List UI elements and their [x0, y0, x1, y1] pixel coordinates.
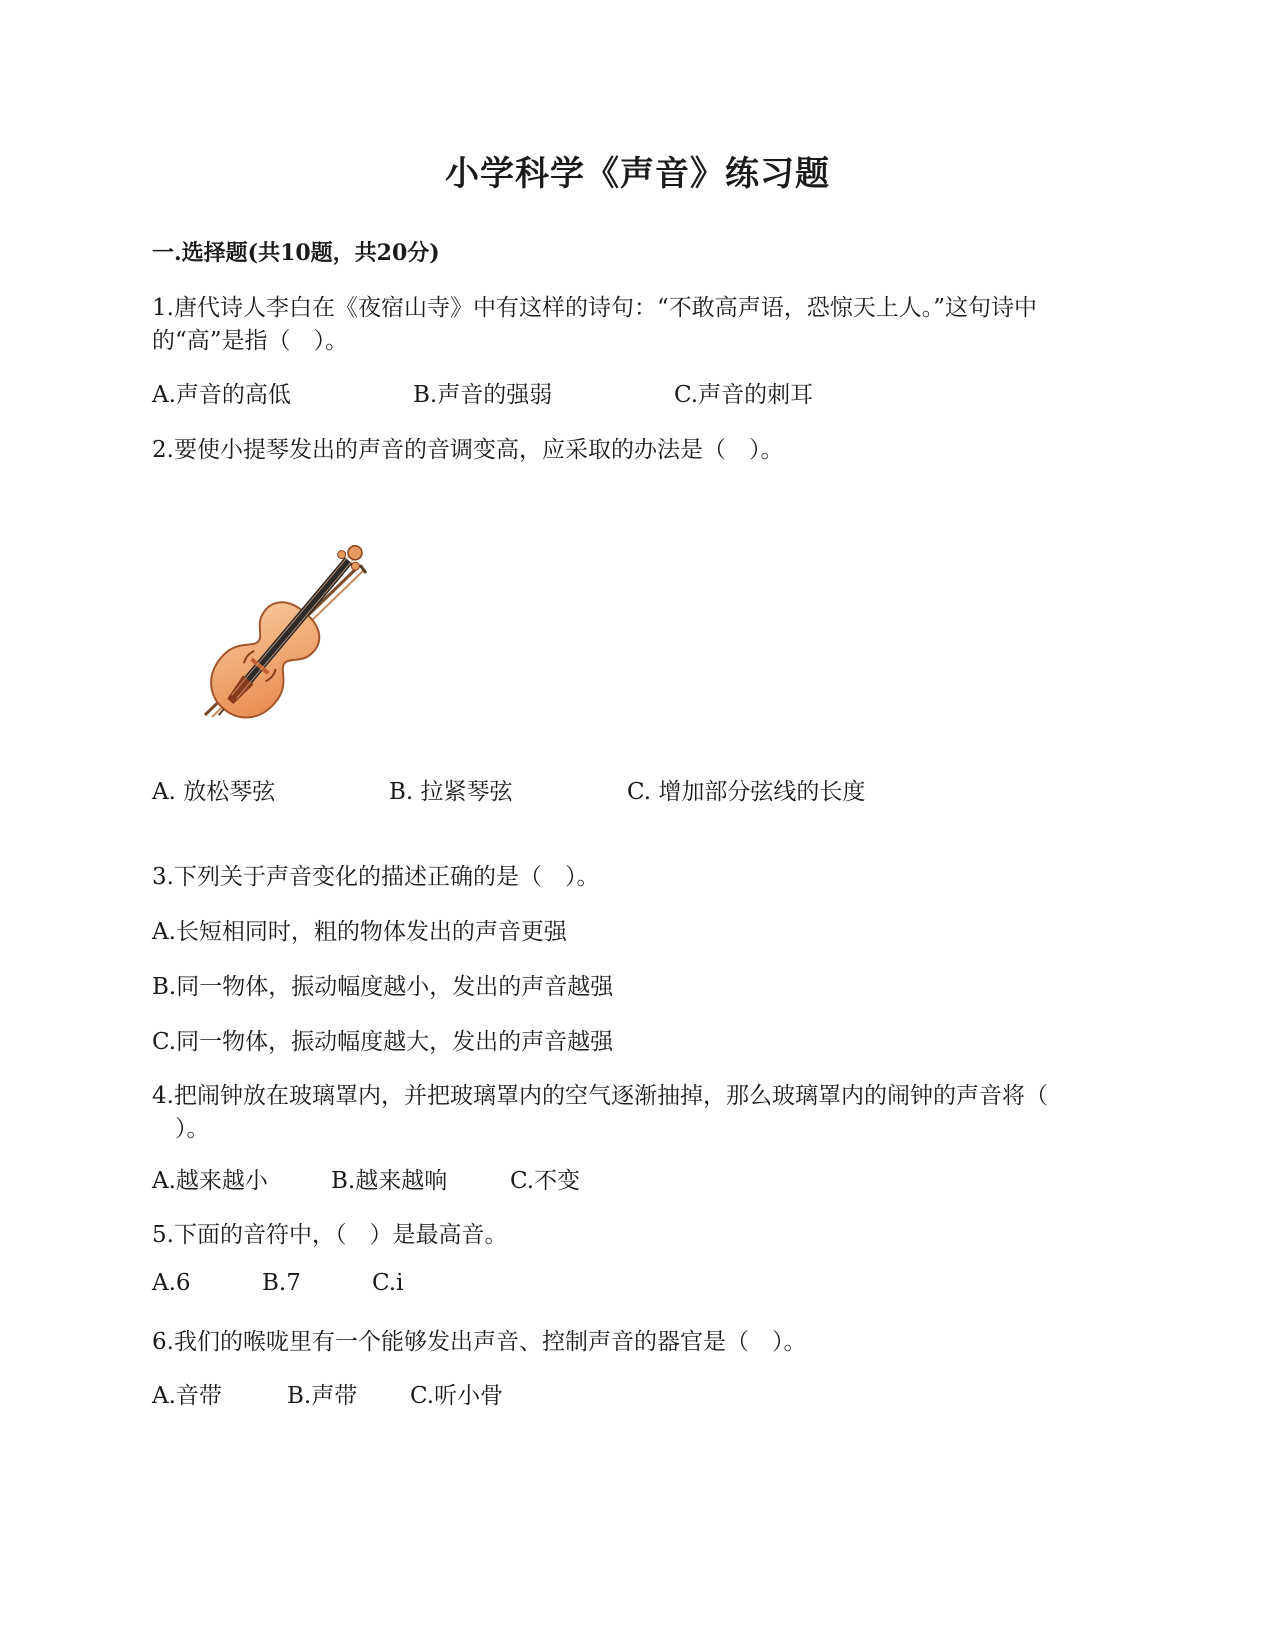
question-3-text-line-1: 3.下列关于声音变化的描述正确的是（ ）。	[152, 864, 600, 890]
section-heading: 一.选择题(共10题，共20分)	[152, 240, 440, 266]
question-5-option-b: B.7	[262, 1270, 301, 1296]
question-4-text-line-2: ）。	[152, 1116, 210, 1142]
question-2-text-line-1: 2.要使小提琴发出的声音的音调变高，应采取的办法是（ ）。	[152, 437, 784, 463]
question-2-option-c: C. 增加部分弦线的长度	[627, 779, 866, 805]
question-3-option-a: A.长短相同时，粗的物体发出的声音更强	[152, 919, 567, 945]
question-2-option-b: B. 拉紧琴弦	[389, 779, 513, 805]
question-6-option-c: C.听小骨	[410, 1383, 504, 1409]
question-4-option-b: B.越来越响	[331, 1168, 448, 1194]
question-1-text-line-1: 1.唐代诗人李白在《夜宿山寺》中有这样的诗句：“不敢高声语，恐惊天上人。”这句诗中	[152, 295, 1037, 321]
page-title: 小学科学《声音》练习题	[445, 154, 830, 194]
question-1-option-c: C.声音的刺耳	[674, 382, 814, 408]
question-6-option-a: A.音带	[152, 1383, 222, 1409]
question-3-option-b: B.同一物体，振动幅度越小，发出的声音越强	[152, 974, 614, 1000]
question-1-text-line-2: 的“高”是指（ ）。	[152, 328, 349, 354]
question-6-option-b: B.声带	[287, 1383, 358, 1409]
question-4-option-c: C.不变	[510, 1168, 581, 1194]
question-1-option-a: A.声音的高低	[152, 382, 291, 408]
question-3-option-c: C.同一物体，振动幅度越大，发出的声音越强	[152, 1029, 614, 1055]
question-4-text-line-1: 4.把闹钟放在玻璃罩内，并把玻璃罩内的空气逐渐抽掉，那么玻璃罩内的闹钟的声音将（	[152, 1083, 1048, 1109]
question-2-option-a: A. 放松琴弦	[152, 779, 276, 805]
violin-icon	[150, 510, 370, 745]
question-6-text-line-1: 6.我们的喉咙里有一个能够发出声音、控制声音的器官是（ ）。	[152, 1329, 807, 1355]
question-5-option-c: C.i	[372, 1270, 404, 1296]
question-4-option-a: A.越来越小	[152, 1168, 268, 1194]
question-5-text-line-1: 5.下面的音符中，（ ）是最高音。	[152, 1222, 508, 1248]
question-5-option-a: A.6	[152, 1270, 191, 1296]
question-1-option-b: B.声音的强弱	[413, 382, 553, 408]
